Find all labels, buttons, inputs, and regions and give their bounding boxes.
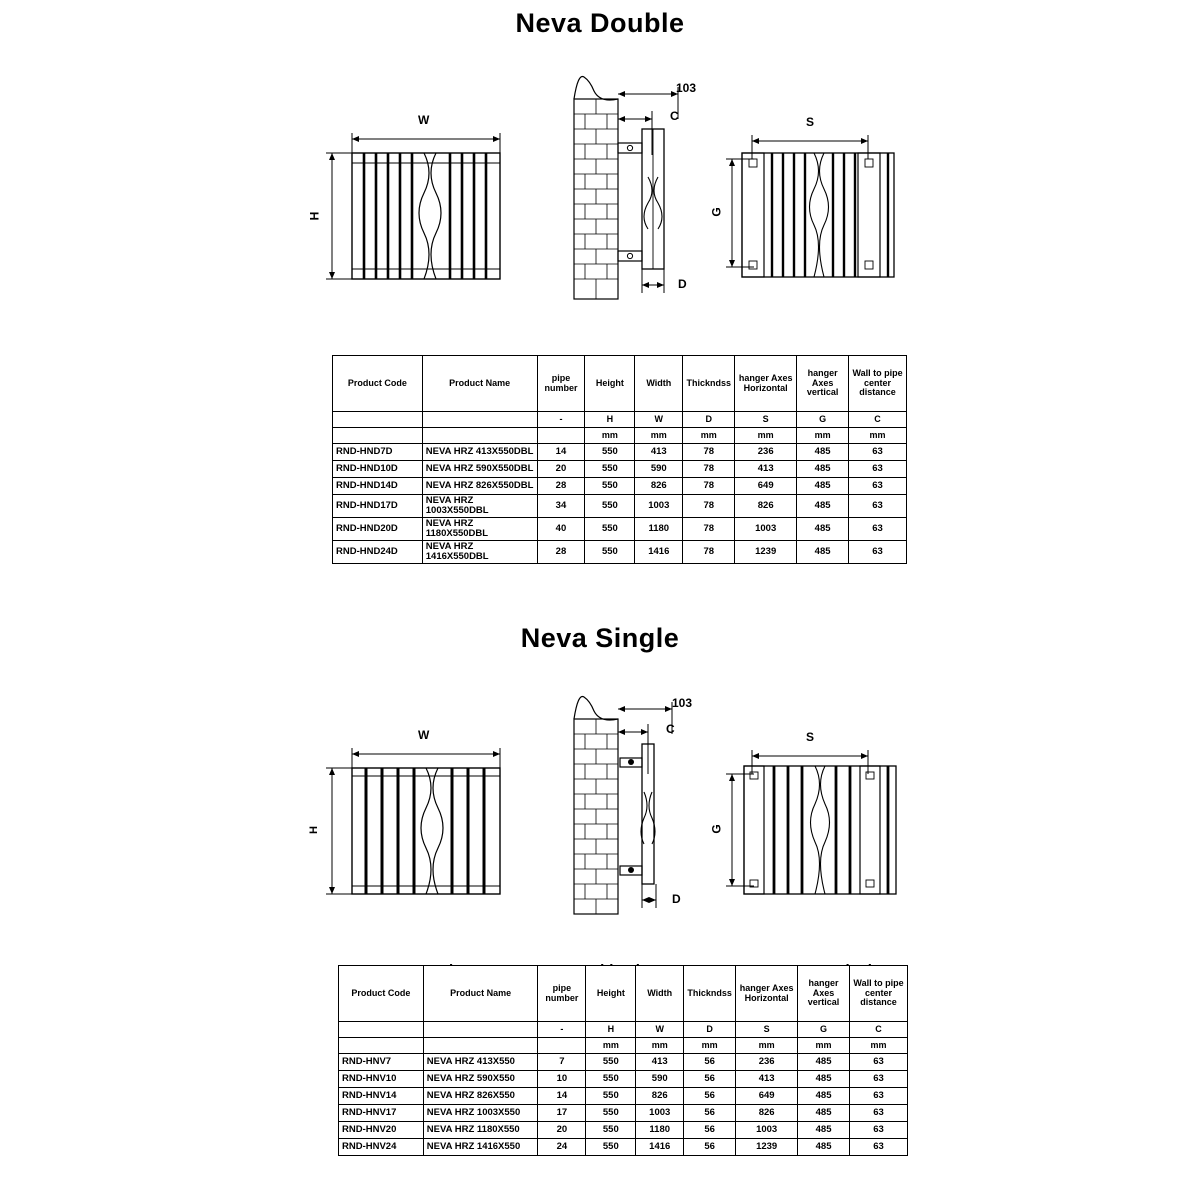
sym-7-double: G [797, 412, 849, 428]
cell-pipes: 28 [537, 540, 585, 563]
unit-2-single [538, 1038, 586, 1054]
sym-5-single: D [684, 1022, 736, 1038]
cell-thickness: 56 [684, 1071, 736, 1088]
table-row [339, 1122, 908, 1139]
cell-pipes: 14 [538, 1088, 586, 1105]
cell-code: RND-HNV17 [339, 1105, 424, 1122]
table-row [333, 444, 907, 461]
cell-height: 550 [585, 444, 635, 461]
cell-name: NEVA HRZ 826X550 [423, 1088, 538, 1105]
dim-label-s-back-double: S [806, 115, 815, 129]
cell-pipes: 28 [537, 478, 585, 495]
cell-wall-c: 63 [849, 495, 907, 518]
sym-6-double: S [735, 412, 797, 428]
drawings-single [0, 654, 1200, 954]
cell-code: RND-HND24D [333, 540, 423, 563]
page-title-single: Neva Single [520, 623, 680, 653]
cell-width: 826 [636, 1088, 684, 1105]
cell-code: RND-HNV24 [339, 1139, 424, 1156]
cell-name: NEVA HRZ 413X550DBL [422, 444, 537, 461]
cell-hanger-h: 649 [735, 478, 797, 495]
cell-code: RND-HND17D [333, 495, 423, 518]
front-view-drawing-double [307, 113, 530, 309]
unit-1-single [423, 1038, 538, 1054]
th-product-code-double: Product Code [333, 356, 423, 412]
unit-row-double [333, 428, 907, 444]
cell-hanger-v: 485 [797, 495, 849, 518]
dim-label-d-side-single: D [672, 892, 681, 906]
cell-name: NEVA HRZ 1003X550DBL [422, 495, 537, 518]
th-wall-distance-single: Wall to pipe center distance [850, 966, 908, 1022]
symbol-row-double [333, 412, 907, 428]
sym-0-double [333, 412, 423, 428]
cell-name: NEVA HRZ 1003X550 [423, 1105, 538, 1122]
page-title-double: Neva Double [515, 8, 685, 38]
unit-7-single: mm [798, 1038, 850, 1054]
th-pipe-number-double: pipe number [537, 356, 585, 412]
unit-4-single: mm [636, 1038, 684, 1054]
dim-label-c-side-single: C [666, 722, 675, 736]
table-row [339, 1105, 908, 1122]
unit-5-double: mm [683, 428, 735, 444]
th-thickness-single: Thickndss [684, 966, 736, 1022]
cell-hanger-h: 826 [736, 1105, 798, 1122]
cell-wall-c: 63 [849, 517, 907, 540]
unit-3-double: mm [585, 428, 635, 444]
cell-hanger-v: 485 [798, 1105, 850, 1122]
cell-hanger-h: 826 [735, 495, 797, 518]
unit-row-single [339, 1038, 908, 1054]
cell-code: RND-HNV10 [339, 1071, 424, 1088]
dim-label-w-front-double: W [418, 113, 430, 127]
cell-height: 550 [586, 1122, 636, 1139]
dim-label-s-back-single: S [806, 730, 815, 744]
cell-height: 550 [586, 1139, 636, 1156]
back-view-drawing-single [709, 730, 940, 924]
cell-thickness: 56 [684, 1105, 736, 1122]
cell-thickness: 56 [684, 1054, 736, 1071]
cell-pipes: 34 [537, 495, 585, 518]
cell-hanger-v: 485 [798, 1088, 850, 1105]
cell-width: 1003 [635, 495, 683, 518]
cell-height: 550 [585, 478, 635, 495]
th-hanger-vertical-double: hanger Axes vertical [797, 356, 849, 412]
table-row [339, 1139, 908, 1156]
cell-height: 550 [585, 517, 635, 540]
th-pipe-number-single: pipe number [538, 966, 586, 1022]
sym-7-single: G [798, 1022, 850, 1038]
dim-label-h-front-double: H [307, 211, 322, 221]
unit-0-double [333, 428, 423, 444]
cell-thickness: 56 [684, 1139, 736, 1156]
cell-name: NEVA HRZ 1180X550DBL [422, 517, 537, 540]
section-neva-double [0, 0, 1200, 562]
cell-hanger-v: 485 [798, 1139, 850, 1156]
sym-2-double: - [537, 412, 585, 428]
cell-hanger-v: 485 [797, 517, 849, 540]
cell-thickness: 78 [683, 495, 735, 518]
cell-name: NEVA HRZ 590X550DBL [422, 461, 537, 478]
cell-height: 550 [586, 1054, 636, 1071]
section-neva-single [0, 615, 1200, 1153]
cell-hanger-h: 1003 [735, 517, 797, 540]
cell-wall-c: 63 [850, 1122, 908, 1139]
cell-hanger-h: 1239 [736, 1139, 798, 1156]
unit-2-double [537, 428, 585, 444]
cell-thickness: 56 [684, 1088, 736, 1105]
cell-name: NEVA HRZ 590X550 [423, 1071, 538, 1088]
th-thickness-double: Thickndss [683, 356, 735, 412]
front-view-drawing-single [307, 728, 530, 924]
cell-width: 590 [635, 461, 683, 478]
unit-6-single: mm [736, 1038, 798, 1054]
sym-1-double [422, 412, 537, 428]
th-height-double: Height [585, 356, 635, 412]
cell-hanger-v: 485 [797, 461, 849, 478]
cell-wall-c: 63 [850, 1054, 908, 1071]
cell-code: RND-HNV7 [339, 1054, 424, 1071]
cell-pipes: 14 [537, 444, 585, 461]
cell-hanger-h: 413 [735, 461, 797, 478]
cell-name: NEVA HRZ 1180X550 [423, 1122, 538, 1139]
cell-code: RND-HND10D [333, 461, 423, 478]
cell-pipes: 17 [538, 1105, 586, 1122]
cell-hanger-v: 485 [798, 1071, 850, 1088]
table-row [339, 1071, 908, 1088]
sym-5-double: D [683, 412, 735, 428]
dim-label-h-front-single: H [307, 826, 320, 834]
table-row [333, 517, 907, 540]
dim-label-103-side-double: 103 [676, 81, 697, 95]
cell-thickness: 78 [683, 478, 735, 495]
cell-height: 550 [586, 1105, 636, 1122]
unit-8-single: mm [850, 1038, 908, 1054]
unit-8-double: mm [849, 428, 907, 444]
unit-5-single: mm [684, 1038, 736, 1054]
cell-height: 550 [585, 495, 635, 518]
unit-0-single [339, 1038, 424, 1054]
cell-name: NEVA HRZ 1416X550DBL [422, 540, 537, 563]
cell-thickness: 78 [683, 461, 735, 478]
th-product-code-single: Product Code [339, 966, 424, 1022]
cell-wall-c: 63 [849, 540, 907, 563]
dim-label-103-side-single: 103 [672, 696, 693, 710]
cell-hanger-v: 485 [797, 478, 849, 495]
cell-pipes: 20 [538, 1122, 586, 1139]
cell-width: 413 [635, 444, 683, 461]
spec-table-single [338, 965, 908, 1156]
drawings-double [0, 39, 1200, 339]
th-wall-distance-double: Wall to pipe center distance [849, 356, 907, 412]
sym-4-double: W [635, 412, 683, 428]
cell-pipes: 24 [538, 1139, 586, 1156]
cell-hanger-h: 1239 [735, 540, 797, 563]
unit-6-double: mm [735, 428, 797, 444]
th-height-single: Height [586, 966, 636, 1022]
th-hanger-horizontal-double: hanger Axes Horizontal [735, 356, 797, 412]
table-row [333, 540, 907, 563]
cell-wall-c: 63 [850, 1105, 908, 1122]
unit-3-single: mm [586, 1038, 636, 1054]
cell-thickness: 56 [684, 1122, 736, 1139]
sym-6-single: S [736, 1022, 798, 1038]
cell-thickness: 78 [683, 517, 735, 540]
sym-2-single: - [538, 1022, 586, 1038]
cell-wall-c: 63 [849, 461, 907, 478]
cell-pipes: 20 [537, 461, 585, 478]
dim-label-g-back-single: G [709, 824, 724, 834]
cell-hanger-h: 649 [736, 1088, 798, 1105]
th-product-name-double: Product Name [422, 356, 537, 412]
th-width-single: Width [636, 966, 684, 1022]
cell-pipes: 40 [537, 517, 585, 540]
table-row [339, 1088, 908, 1105]
dim-label-d-side-double: D [678, 277, 687, 291]
dim-label-g-back-double: G [709, 207, 724, 217]
cell-code: RND-HND20D [333, 517, 423, 540]
sym-8-double: C [849, 412, 907, 428]
sym-3-single: H [586, 1022, 636, 1038]
cell-width: 1180 [636, 1122, 684, 1139]
th-product-name-single: Product Name [423, 966, 538, 1022]
table-row [333, 478, 907, 495]
cell-wall-c: 63 [849, 444, 907, 461]
cell-code: RND-HNV20 [339, 1122, 424, 1139]
side-view-drawing-double [560, 59, 740, 309]
cell-wall-c: 63 [849, 478, 907, 495]
th-width-double: Width [635, 356, 683, 412]
cell-height: 550 [586, 1088, 636, 1105]
sym-0-single [339, 1022, 424, 1038]
unit-1-double [422, 428, 537, 444]
spec-table-double [332, 355, 907, 564]
back-view-drawing-double [709, 115, 940, 309]
cell-thickness: 78 [683, 444, 735, 461]
cell-hanger-h: 1003 [736, 1122, 798, 1139]
cell-hanger-v: 485 [797, 540, 849, 563]
cell-wall-c: 63 [850, 1139, 908, 1156]
table-row [333, 495, 907, 518]
side-view-drawing-single [560, 674, 740, 924]
cell-hanger-v: 485 [798, 1054, 850, 1071]
table-row [333, 461, 907, 478]
cell-width: 590 [636, 1071, 684, 1088]
cell-hanger-v: 485 [798, 1122, 850, 1139]
cell-hanger-v: 485 [797, 444, 849, 461]
cell-height: 550 [585, 461, 635, 478]
sym-8-single: C [850, 1022, 908, 1038]
th-hanger-horizontal-single: hanger Axes Horizontal [736, 966, 798, 1022]
cell-name: NEVA HRZ 1416X550 [423, 1139, 538, 1156]
cell-hanger-h: 236 [736, 1054, 798, 1071]
cell-code: RND-HNV14 [339, 1088, 424, 1105]
cell-name: NEVA HRZ 413X550 [423, 1054, 538, 1071]
cell-wall-c: 63 [850, 1088, 908, 1105]
cell-width: 1416 [635, 540, 683, 563]
cell-name: NEVA HRZ 826X550DBL [422, 478, 537, 495]
cell-thickness: 78 [683, 540, 735, 563]
cell-width: 1180 [635, 517, 683, 540]
cell-width: 413 [636, 1054, 684, 1071]
cell-pipes: 10 [538, 1071, 586, 1088]
dim-label-w-front-single: W [418, 728, 430, 742]
unit-7-double: mm [797, 428, 849, 444]
cell-code: RND-HND14D [333, 478, 423, 495]
table-row [339, 1054, 908, 1071]
cell-width: 1003 [636, 1105, 684, 1122]
cell-pipes: 7 [538, 1054, 586, 1071]
cell-wall-c: 63 [850, 1071, 908, 1088]
cell-width: 1416 [636, 1139, 684, 1156]
th-hanger-vertical-single: hanger Axes vertical [798, 966, 850, 1022]
cell-hanger-h: 413 [736, 1071, 798, 1088]
sym-4-single: W [636, 1022, 684, 1038]
cell-hanger-h: 236 [735, 444, 797, 461]
cell-width: 826 [635, 478, 683, 495]
sym-1-single [423, 1022, 538, 1038]
cell-height: 550 [586, 1071, 636, 1088]
unit-4-double: mm [635, 428, 683, 444]
symbol-row-single [339, 1022, 908, 1038]
cell-height: 550 [585, 540, 635, 563]
cell-code: RND-HND7D [333, 444, 423, 461]
dim-label-c-side-double: C [670, 109, 679, 123]
sym-3-double: H [585, 412, 635, 428]
